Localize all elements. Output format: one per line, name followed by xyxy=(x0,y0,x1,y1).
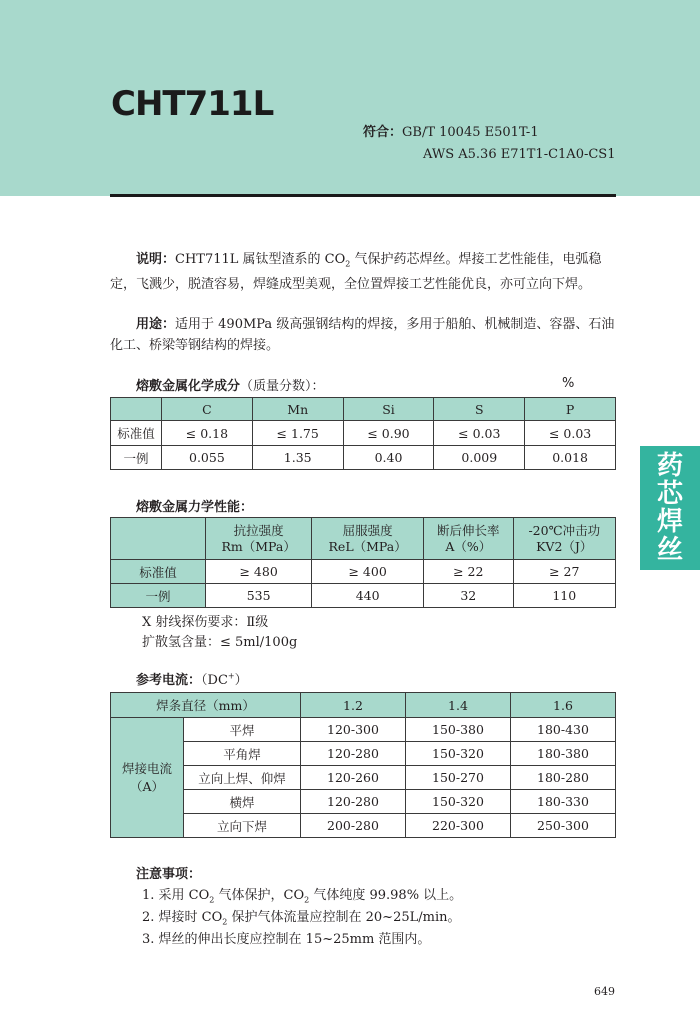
header-rule xyxy=(110,194,616,197)
chemical-unit: % xyxy=(562,376,575,391)
description-paragraph: 说明：CHT711L 属钛型渣系的 $CO_2$ 气保护药芯焊丝。焊接工艺性能佳，电弧稳定，飞溅少，脱渣容易，焊缝成型美观，全位置焊接工艺性能优良，亦可立向下焊。 xyxy=(110,252,602,293)
table-row: 一例 535 440 32 110 xyxy=(111,584,616,608)
usage-label: 用途： xyxy=(136,317,176,332)
current-table xyxy=(110,692,616,838)
mech-col-yield: 屈服强度 ReL（MPa） xyxy=(312,518,424,560)
chem-col-s: S xyxy=(434,398,525,421)
diameter-header: 焊条直径（mm） xyxy=(111,693,301,718)
chem-col-mn: Mn xyxy=(252,398,343,421)
chemical-header-row xyxy=(111,398,616,421)
flux-cored-wire-tab: 药 芯 焊 丝 xyxy=(640,446,700,570)
chemical-section-title: 熔敷金属化学成分（质量分数）： xyxy=(136,379,325,394)
table-row: 立向上焊、仰焊 120-260 150-270 180-280 xyxy=(111,766,616,790)
mechanical-header-row xyxy=(111,518,616,560)
chemical-table xyxy=(110,397,616,470)
chem-col-si: Si xyxy=(343,398,434,421)
mech-col-impact: -20℃冲击功 KV2（J） xyxy=(513,518,615,560)
notes-title: 注意事项： xyxy=(136,867,202,882)
chem-col-p: P xyxy=(525,398,616,421)
usage-paragraph: 用途：适用于 490MPa 级高强钢结构的焊接，多用于船舶、机械制造、容器、石油化工、桥梁等钢结构的焊接。 xyxy=(110,317,615,353)
table-row: 平角焊 120-280 150-320 180-380 xyxy=(111,742,616,766)
mechanical-section-title: 熔敷金属力学性能： xyxy=(136,500,254,515)
note-3: 3. 焊丝的伸出长度应控制在 15~25mm 范围内。 xyxy=(142,932,431,947)
table-row: 立向下焊 200-280 220-300 250-300 xyxy=(111,814,616,838)
table-row: 标准值 ≤ 0.18 ≤ 1.75 ≤ 0.90 ≤ 0.03 ≤ 0.03 xyxy=(111,421,616,446)
diffusible-hydrogen: 扩散氢含量：≤ 5ml/100g xyxy=(142,635,298,650)
mech-col-elongation: 断后伸长率 A（%） xyxy=(423,518,513,560)
standards-block xyxy=(363,122,616,166)
mechanical-table xyxy=(110,517,616,608)
standard-gb: GB/T 10045 E501T-1 xyxy=(402,125,539,140)
current-group-label: 焊接电流 （A） xyxy=(111,718,184,838)
table-row: 标准值 ≥ 480 ≥ 400 ≥ 22 ≥ 27 xyxy=(111,560,616,584)
note-2: 2. 焊接时 $CO_2$ 保护气体流量应控制在 20~25L/min。 xyxy=(142,910,461,927)
standard-line-1 xyxy=(363,122,616,144)
page-number: 649 xyxy=(594,985,615,998)
standard-aws: AWS A5.36 E71T1-C1A0-CS1 xyxy=(423,147,616,162)
mech-col-tensile: 抗拉强度 Rm（MPa） xyxy=(206,518,312,560)
product-title: CHT711L xyxy=(111,84,274,124)
standards-label: 符合： xyxy=(363,125,403,140)
note-1: 1. 采用 $CO_2$ 气体保护，$CO_2$ 气体纯度 99.98% 以上。 xyxy=(142,888,463,905)
header-band xyxy=(0,0,700,196)
current-header-row: 焊条直径（mm） 1.2 1.4 1.6 xyxy=(111,693,616,718)
table-row: 横焊 120-280 150-320 180-330 xyxy=(111,790,616,814)
xray-requirement: X 射线探伤要求：Ⅱ级 xyxy=(142,615,269,630)
current-section-title: 参考电流：（DC+） xyxy=(136,671,248,688)
chem-col-c: C xyxy=(162,398,253,421)
description-label: 说明： xyxy=(136,252,176,267)
table-row: 焊接电流 （A） 平焊 120-300 150-380 180-430 xyxy=(111,718,616,742)
table-row: 一例 0.055 1.35 0.40 0.009 0.018 xyxy=(111,446,616,470)
